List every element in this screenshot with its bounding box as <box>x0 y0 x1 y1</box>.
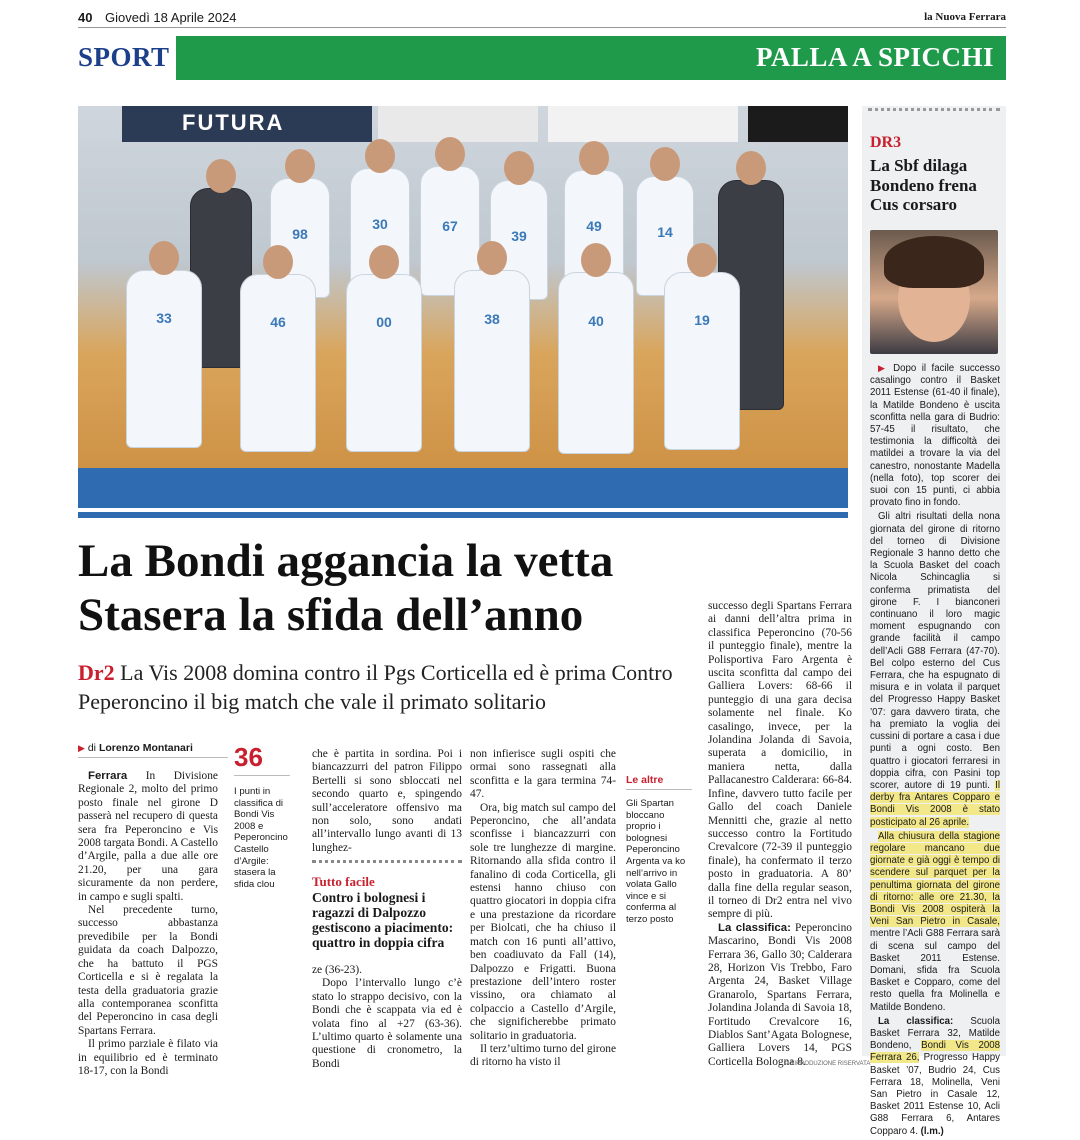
paragraph: In Divisione Regionale 2, molto del primo posto finale nel girone D passerà nel recupero di questa sera fra Peperoncino e Vis 2008 targata Bondi. A Castello d’Argile, palla a due alle ore 21.20, per una gara sicuramente da non perdere, in campo e sugli spalti. <box>78 770 218 903</box>
player-figure <box>240 274 316 452</box>
sidebar-body <box>870 362 1000 1140</box>
sponsor-banner-4 <box>748 106 848 142</box>
paragraph: Ora, big match sul campo del Peperoncino, che all’andata sconfisse i biancazzurri con sole tre lunghezze di margine. Ritornando alla sfida contro il fanalino di coda Corticella, gli estensi hanno chiuso con quattro giocatori in doppia cifra e una prestazione da ricordare per Biolcati, che ha chiuso il match con 16 punti all’attivo, ben coadiuvato da Fall (14), Dalpozzo e Frigatti. Buona prestazione dell’intero roster vissino, ora chiamato al colpaccio a Castello d’Argile, che significherebbe primato solitario in graduatoria. <box>470 801 616 1042</box>
jersey-number: 39 <box>511 228 527 245</box>
byline-prefix: di <box>87 742 97 754</box>
paragraph: ze (36-23). <box>312 964 362 976</box>
other-results-box <box>626 774 692 926</box>
player-figure <box>558 272 634 454</box>
article-column-2b <box>312 964 462 1071</box>
jersey-number: 49 <box>586 218 602 235</box>
stat-caption: I punti in classifica di Bondi Vis 2008 e Peperoncino Castello d’Argile: stasera la sfida clou <box>234 786 288 890</box>
page-number: 40 <box>78 10 93 25</box>
bullet-icon: ▶ <box>878 363 888 373</box>
player-figure <box>664 272 740 450</box>
jersey-number: 14 <box>657 224 673 241</box>
paragraph: Il terz’ultimo turno del girone di ritorno ha visto il <box>470 1042 617 1069</box>
article-column-2a <box>312 748 462 855</box>
paragraph: Dopo il facile successo casalingo contro il Basket 2011 Estense (61-40 il finale), la Matilde Bondeno è uscita sconfitta nella gara di Budrio: 57-45 il risultato, che testimonia la difficoltà dei matildei a trovare la via del canestro, nonostante Madella (nella foto), top scorer dei suoi con 15 punti, ci abbia provato fino in fondo. <box>870 363 1000 509</box>
article-headline: La Bondi aggancia la vetta Stasera la sfida dell’anno <box>78 535 614 641</box>
sponsor-banner <box>122 106 372 142</box>
jersey-number: 30 <box>372 216 388 233</box>
stat-box <box>234 742 290 890</box>
jersey-number: 33 <box>156 309 172 326</box>
section-name: SPORT <box>78 42 170 72</box>
player-figure <box>346 274 422 452</box>
altre-text: Gli Spartan bloccano proprio i bolognesi Peperoncino Argenta va ko nell’arrivo in volata Gallo vince e si conferma al terzo posto <box>626 798 686 925</box>
jersey-number: 46 <box>270 313 286 330</box>
player-figure <box>126 270 202 448</box>
banner-text: FUTURA <box>182 110 285 135</box>
sponsor-banner-2 <box>378 106 538 142</box>
portrait-photo <box>870 230 998 354</box>
paragraph: Nel precedente turno, successo abbastanza prevedibile per la Bondi guidata da coach Dalpozzo, che ha battuto il PGS Corticella e si è regalata la testa della graduatoria grazie alla contemporanea sconfitta del Peperoncino in casa degli Spartans Ferrara. <box>78 904 218 1037</box>
article-column-3 <box>470 748 616 1070</box>
issue-date: Giovedì 18 Aprile 2024 <box>105 10 237 25</box>
byline-author: Lorenzo Montanari <box>98 742 193 754</box>
sponsor-banner-3 <box>548 106 738 142</box>
jersey-number: 40 <box>588 312 604 329</box>
article-column-4 <box>708 600 852 1069</box>
jersey-number: 67 <box>442 218 458 235</box>
jersey-number: 19 <box>694 311 710 328</box>
team-photo <box>78 106 848 518</box>
highlight-box <box>312 874 462 950</box>
copyright-notice: © RIPRODUZIONE RISERVATA <box>784 1061 871 1067</box>
article-column-1 <box>78 770 218 1078</box>
sidebar-headline: La Sbf dilaga Bondeno frena Cus corsaro <box>870 156 977 214</box>
stat-value: 36 <box>234 742 290 776</box>
divider-dots <box>312 860 462 864</box>
standings-text: Progresso Happy Basket ’07, Budrio 24, Cus Ferrara 18, Molinella, Veni San Pietro in Casale 12, Basket 2011 Estense 10, Acli G88 Ferrara 6, Antares Copparo 4. <box>870 1052 1000 1137</box>
court-line <box>78 508 848 512</box>
paragraph: Gli altri risultati della nona giornata del girone di ritorno del torneo di Divisione Regionale 3 hanno detto che la Scuola Basket del coach Nicola Schincaglia si conferma primatista del girone F. I bianconeri continuano il loro magic moment espugnando con grande facilità il campo dell’Acli G88 Ferrara (47-70). Bel colpo esterno del Cus Ferrara, che ha espugnato di misura e in volata il parquet del Progresso Happy Basket ’07: gara davvero tirata, che ha premiato la voglia dei cussini di portare a casa i due punti a ogni costo. Ben quattro i giocatori ferraresi in doppia cifra, con Pasini top scorer, autore di 19 punti. <box>870 511 1000 791</box>
highlighted-text: Il derby fra Antares Copparo e Bondi Vis 2008 è stato posticipato al 26 aprile. <box>870 779 1000 828</box>
paragraph: successo degli Spartans Ferrara ai danni dell’altra prima in classifica Peperoncino (70-56 il punteggio finale), mentre la Polisportiva Faro Argenta è uscita sconfitta dal campo dei Galliera Lovers: 68-66 il punteggio di una gara decisa solamente nel finale. Ko casalingo, invece, per la Jolandina Jolanda di Savoia, superata a domicilio, in maniera netta, dalla Pallacanestro Calderara: 66-84. Infine, davvero tutto facile per Gallo del coach Daniele Mennitti che, grazie al netto successo contro la Fortitudo Crevalcore (72-39 il punteggio finale), ha confermato il terzo posto in graduatoria. A 80’ dalla fine della regular season, il torneo di Dr2 entra nel vivo sempre di più. <box>708 600 852 921</box>
author-initials: (l.m.) <box>920 1125 944 1137</box>
player-figure <box>454 270 530 452</box>
bullet-icon: ▶ <box>78 743 85 753</box>
box-title: Contro i bolognesi i ragazzi di Dalpozzo gestiscono a piacimento: quattro in doppia cifra <box>312 890 454 950</box>
paragraph: non infierisce sugli ospiti che ormai sono rassegnati alla sconfitta e la gara termina 74-47. <box>470 748 616 801</box>
byline <box>78 742 228 758</box>
standings-label: La classifica: <box>718 921 791 934</box>
box-kicker: Tutto facile <box>312 874 375 889</box>
newspaper-name: la Nuova Ferrara <box>924 11 1006 23</box>
jersey-number: 38 <box>484 310 500 327</box>
section-title-bar <box>176 36 1006 80</box>
highlighted-text: Alla chiusura della stagione regolare mancano due giornate e già oggi è tempo di scendere sul parquet per la penultima giornata del girone di ritorno: alle ore 21.30, la Bondi Vis 2008 ospiterà la Veni San Pietro in Casale, <box>870 830 1000 928</box>
sidebar-dr3 <box>862 106 1006 1137</box>
article-subheadline <box>78 658 678 716</box>
dateline: Ferrara <box>88 770 128 782</box>
standings-text: Scuola Basket Ferrara 32, Matilde Bondeno, <box>870 1015 1000 1052</box>
altre-kicker: Le altre <box>626 774 692 790</box>
masthead <box>78 8 1006 28</box>
standings-label: La classifica: <box>878 1015 954 1027</box>
section-header <box>78 36 1006 82</box>
paragraph: che è partita in sordina. Poi i biancazzurri del patron Filippo Bertelli si sono sbloccati nel secondo quarto e, spingendo sull’acceleratore offensivo ma non solo, sono andati all’intervallo lungo avanti di 13 lunghez- <box>312 748 462 854</box>
divider-dots <box>868 108 1000 111</box>
jersey-number: 98 <box>292 226 308 243</box>
league-tag: Dr2 <box>78 660 115 685</box>
jersey-number: 00 <box>376 313 392 330</box>
standings-text: Peperoncino Mascarino, Bondi Vis 2008 Ferrara 36, Gallo 30; Calderara 28, Horizon Vis Trebbo, Faro Argenta 24, Basket Village Granarolo, Spartans Ferrara, Jolandina Jolanda di Savoia 18, Fortitudo Crevalcore 16, Diablos Sant’Agata Bolognese, Galliera Lovers 14, PGS Corticella Bologna 8. <box>708 921 852 1068</box>
paragraph: Il primo parziale è filato via in equilibrio ed è terminato 18-17, con la Bondi <box>78 1038 218 1077</box>
subheadline-text: La Vis 2008 domina contro il Pgs Corticella ed è prima Contro Peperoncino il big match che vale il primato solitario <box>78 660 673 714</box>
sidebar-kicker: DR3 <box>870 134 902 151</box>
highlighted-text: Bondi Vis 2008 Ferrara 26, <box>870 1040 1000 1064</box>
section-title: PALLA A SPICCHI <box>755 42 994 72</box>
paragraph: mentre l’Acli G88 Ferrara sarà di scena sul campo del Basket 2011 Estense. Domani, sfida fra Scuola Basket e Copparo, come del resto quella fra Molinella e Matilde Bondeno. <box>870 928 1000 1013</box>
paragraph: Dopo l’intervallo lungo c’è stato lo strappo decisivo, con la Bondi che è scappata via ed è volata fino al +27 (63-36). L’ultimo quarto è solamente una questione di cronometro, la Bondi <box>312 977 462 1070</box>
